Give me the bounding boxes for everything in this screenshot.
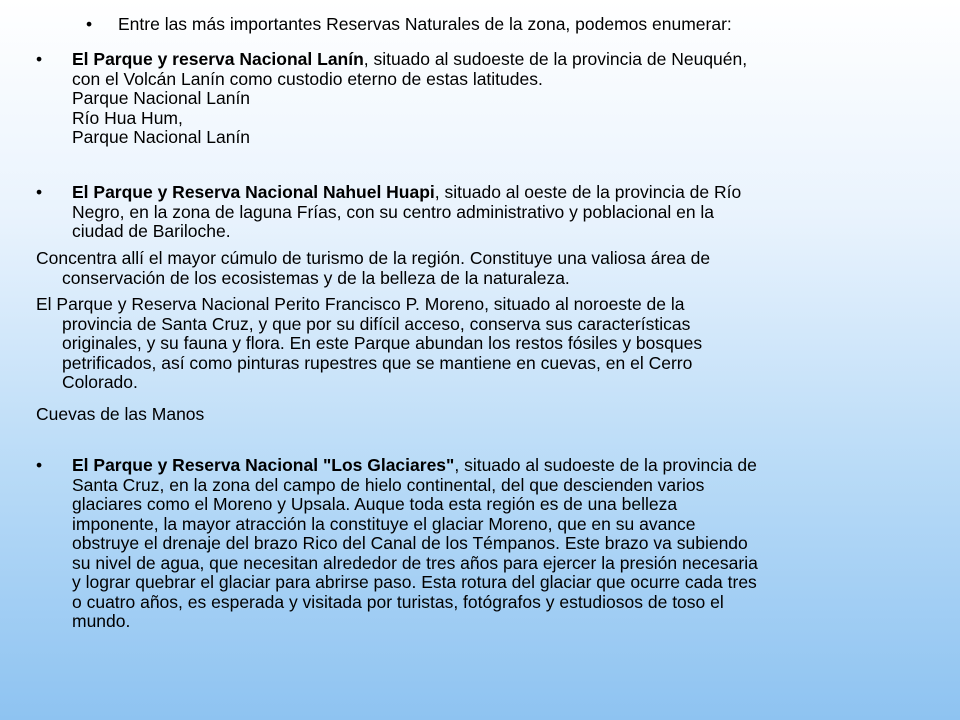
glaciares-paragraph: El Parque y Reserva Nacional "Los Glaciares", situado al sudoeste de la provincia de Santa Cruz, en la zona del campo de hielo continental, del que descienden varios glaciares como el Moreno y Upsala. Auque toda esta región es de una belleza imponente, la mayor atracción la constituye el glaciar Moreno, que en su avance obstruye el drenaje del brazo Rico del Canal de los Témpanos. Este brazo va subiendo su nivel de agua, que necesitan alrededor de tres años para ejercer la presión necesaria y lograr quebrar el glaciar para abrirse paso. Esta rotura del glaciar que ocurre cada tres o cuatro años, es esperada y visitada por turistas, fotógrafos y estudiosos de toso el mundo.: [72, 455, 758, 631]
lanin-paragraph: El Parque y reserva Nacional Lanín, situado al sudoeste de la provincia de Neuquén, con el Volcán Lanín como custodio eterno de estas latitudes. Parque Nacional Lanín Río Hua Hum, Parque Nacional Lanín: [72, 49, 748, 147]
lanin-title: El Parque y reserva Nacional Lanín: [72, 49, 364, 69]
glaciares-title: El Parque y Reserva Nacional "Los Glaciares": [72, 455, 455, 475]
intro-text: Entre las más importantes Reservas Naturales de la zona, podemos enumerar:: [118, 14, 732, 34]
bullet-icon: •: [36, 182, 43, 202]
nahuel-paragraph: El Parque y Reserva Nacional Nahuel Huapi, situado al oeste de la provincia de Río Negro, en la zona de laguna Frías, con su centro administrativo y poblacional en la ciudad de Bariloche.: [72, 182, 742, 241]
nahuel-title: El Parque y Reserva Nacional Nahuel Huapi: [72, 182, 435, 202]
bullet-icon: •: [36, 49, 43, 69]
perito-paragraph: El Parque y Reserva Nacional Perito Francisco P. Moreno, situado al noroeste de la provincia de Santa Cruz, y que por su difícil acceso, conserva sus características originales, y su fauna y flora. En este Parque abundan los restos fósiles y bosques petrificados, así como pinturas rupestres que se mantiene en cuevas, en el Cerro Colorado.: [36, 294, 703, 392]
concentra-paragraph: Concentra allí el mayor cúmulo de turismo de la región. Constituye una valiosa área de conservación de los ecosistemas y de la belleza de la naturaleza.: [36, 248, 711, 288]
bullet-icon: •: [86, 14, 93, 34]
bullet-icon: •: [36, 455, 43, 475]
cuevas-text: Cuevas de las Manos: [36, 404, 205, 424]
